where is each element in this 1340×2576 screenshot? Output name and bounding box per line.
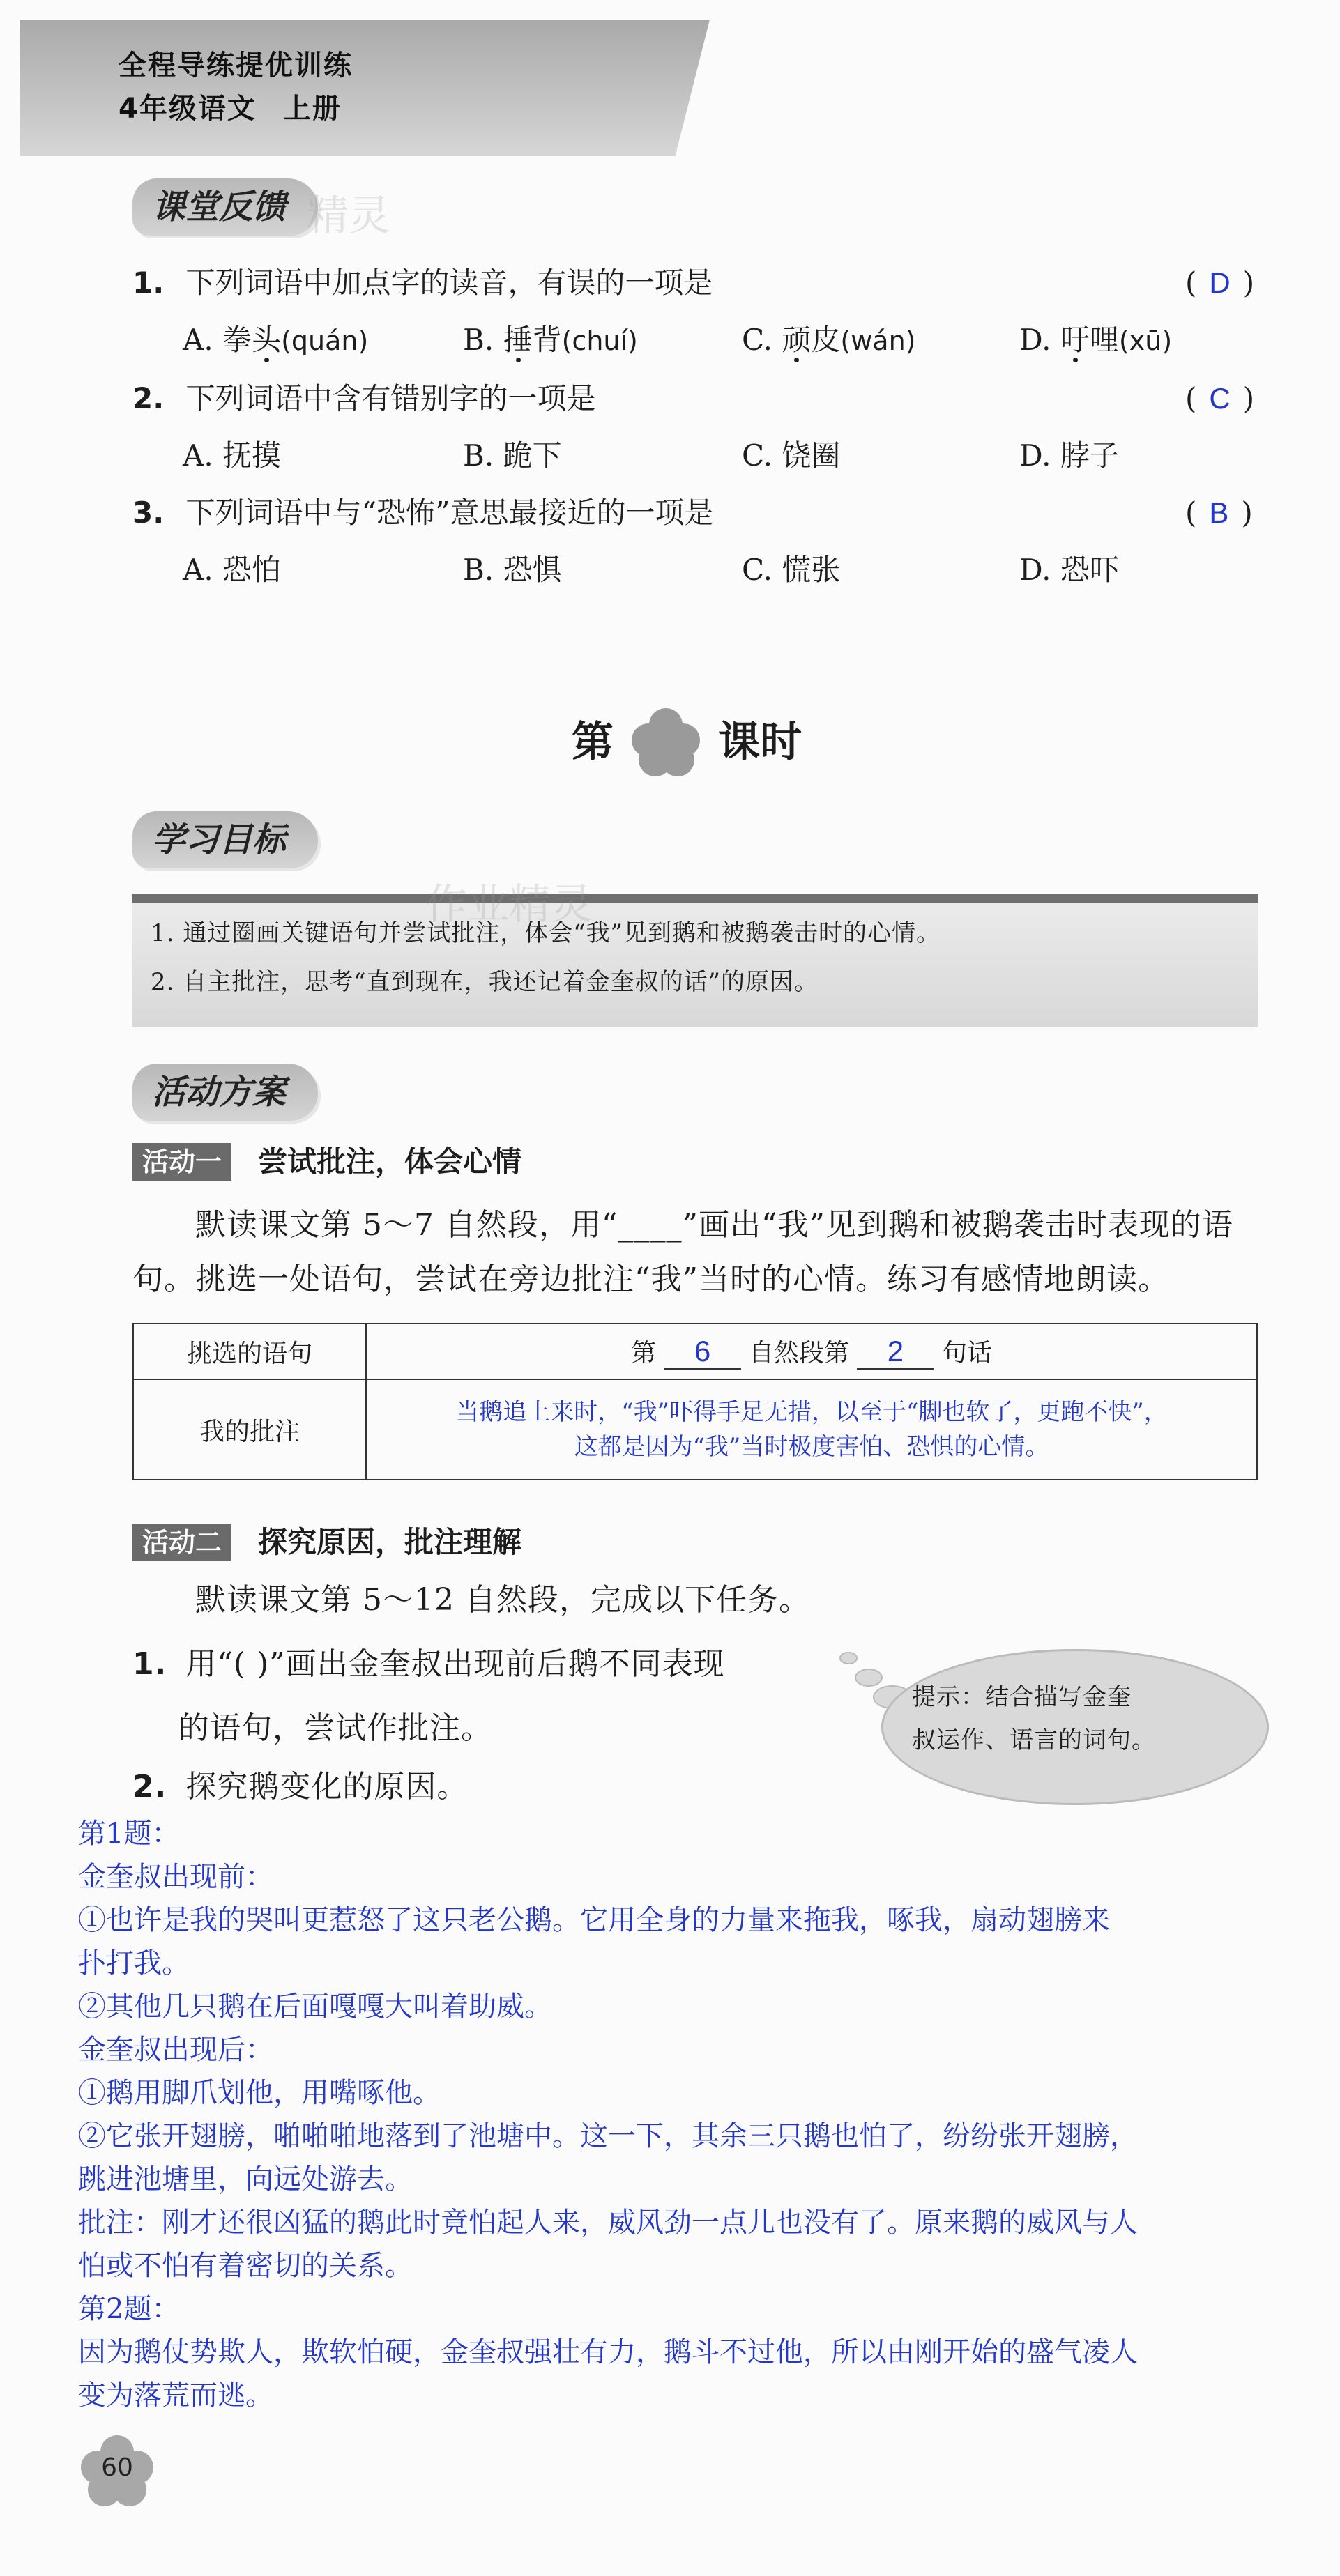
objectives-bar [132,894,1258,903]
bubble-dot-icon [855,1669,883,1687]
objective-2: 2. 自主批注，思考“直到现在，我还记着金奎叔的话”的原因。 [151,968,819,996]
section-tag-objectives: 学习目标 [132,811,318,868]
series-title: 全程导练提优训练 [119,49,353,82]
bubble-dot-icon [839,1652,858,1664]
option-1b: B. 捶背(chuí) [463,323,638,357]
option-2a: A. 抚摸 [183,438,282,473]
solution-line: ②它张开翅膀，啪啪啪地落到了池塘中。这一下，其余三只鹅也怕了，纷纷张开翅膀， [78,2120,1138,2152]
lesson-suffix: 课时 [718,718,802,767]
flower-icon [627,704,704,781]
sentence-number: 2 [857,1335,934,1370]
table-cell-label: 我的批注 [133,1379,366,1480]
solution-line: 扑打我。 [78,1947,190,1979]
grade-label: 4年级语文 [119,93,257,125]
solution-line: ①也许是我的哭叫更惹怒了这只老公鹅。它用全身的力量来拖我，啄我，扇动翅膀来 [78,1904,1110,1936]
solution-line: 第2题： [78,2293,180,2325]
section-tag-feedback: 课堂反馈 [132,178,318,236]
option-3d: D. 恐吓 [1019,553,1119,587]
objective-1: 1. 通过圈画关键语句并尝试批注，体会“我”见到鹅和被鹅袭击时的心情。 [151,919,941,947]
task-2: 2. 探究鹅变化的原因。 [132,1769,469,1804]
objectives-band [132,895,1258,1027]
table-cell-sentence: 第 6 自然段第 2 句话 [366,1324,1257,1379]
solution-line: 金奎叔出现前： [78,1861,273,1893]
option-1c: C. 顽皮(wán) [742,323,916,357]
answer-3: ( B ) [1185,496,1253,530]
solution-line: 第1题： [78,1818,180,1850]
activity-1-line2: 句。挑选一处语句，尝试在旁边批注“我”当时的心情。练习有感情地朗读。 [132,1262,1169,1297]
answer-value: B [1209,496,1229,529]
solution-line: 变为落荒而逃。 [78,2379,273,2412]
activity-1-line1: 默读课文第 5～7 自然段，用“____”画出“我”见到鹅和被鹅袭击时表现的语 [195,1207,1233,1243]
watermark-icon: 作业精灵 [425,880,593,929]
solution-line: 金奎叔出现后： [78,2034,273,2066]
dotted-char: 捶 [503,323,533,357]
option-2b: B. 跪下 [463,438,562,473]
paragraph-number: 6 [664,1335,741,1370]
activity-2-intro: 默读课文第 5～12 自然段，完成以下任务。 [195,1582,810,1618]
solution-block [78,1812,1277,2417]
page-number: 60 [101,2453,133,2482]
activity-2-label: 活动二 [132,1524,231,1561]
task-1-line1: 1. 用“( )”画出金奎叔出现前后鹅不同表现 [132,1646,725,1682]
solution-line: 跳进池塘里，向远处游去。 [78,2163,413,2195]
question-1 [132,263,713,302]
option-3c: C. 慌张 [742,553,841,587]
answer-value: D [1209,266,1231,299]
annotation-table [132,1323,1258,1480]
table-cell-label: 挑选的语句 [133,1324,366,1379]
solution-line: 批注：刚才还很凶猛的鹅此时竟怕起人来，威风劲一点儿也没有了。原来鹅的威风与人 [78,2207,1138,2239]
section-tag-activities: 活动方案 [132,1064,318,1121]
answer-1: ( D ) [1185,266,1255,300]
activity-1-label: 活动一 [132,1143,231,1181]
question-number: 1. [132,266,165,300]
volume-label: 上册 [282,93,342,125]
watermark-icon: 精灵 [307,192,390,240]
answer-value: C [1209,382,1231,415]
question-number: 2. [132,381,165,415]
option-2d: D. 脖子 [1019,438,1119,473]
option-2c: C. 饶圈 [742,438,841,473]
table-cell-annotation: 当鹅追上来时，“我”吓得手足无措，以至于“脚也软了，更跑不快”， 这都是因为“我”当时极度害怕、恐惧的心情。 [366,1379,1257,1480]
dotted-char: 吁 [1060,323,1090,357]
solution-line: 因为鹅仗势欺人，欺软怕硬，金奎叔强壮有力，鹅斗不过他，所以由刚开始的盛气凌人 [78,2336,1138,2368]
lesson-prefix: 第 [572,718,614,767]
answer-2: ( C ) [1185,381,1255,415]
question-text: 下列词语中加点字的读音，有误的一项是 [185,266,713,300]
solution-line: ①鹅用脚爪划他，用嘴啄他。 [78,2077,441,2109]
lesson-heading [572,704,802,781]
option-1a: A. 拳头(quán) [183,323,369,357]
solution-line: ②其他几只鹅在后面嘎嘎大叫着助威。 [78,1991,552,2023]
option-3a: A. 恐怕 [183,553,282,587]
task-1-line2: 的语句，尝试作批注。 [178,1710,492,1746]
activity-1-title: 尝试批注，体会心情 [258,1144,522,1179]
option-1d: D. 吁哩(xū) [1019,323,1173,357]
dotted-char: 顽 [782,323,812,357]
question-2 [132,379,596,418]
page-number-badge [78,2432,156,2510]
dotted-char: 头 [252,323,282,357]
question-number: 3. [132,496,165,530]
hint-text: 提示：结合描写金奎 叔运作、语言的词句。 [912,1683,1156,1754]
activity-2-title: 探究原因，批注理解 [258,1525,522,1559]
question-text: 下列词语中与“恐怖”意思最接近的一项是 [185,496,714,530]
grade-volume [119,86,368,126]
question-text: 下列词语中含有错别字的一项是 [185,381,596,415]
option-3b: B. 恐惧 [463,553,562,587]
question-3 [132,493,714,532]
solution-line: 怕或不怕有着密切的关系。 [78,2250,413,2282]
